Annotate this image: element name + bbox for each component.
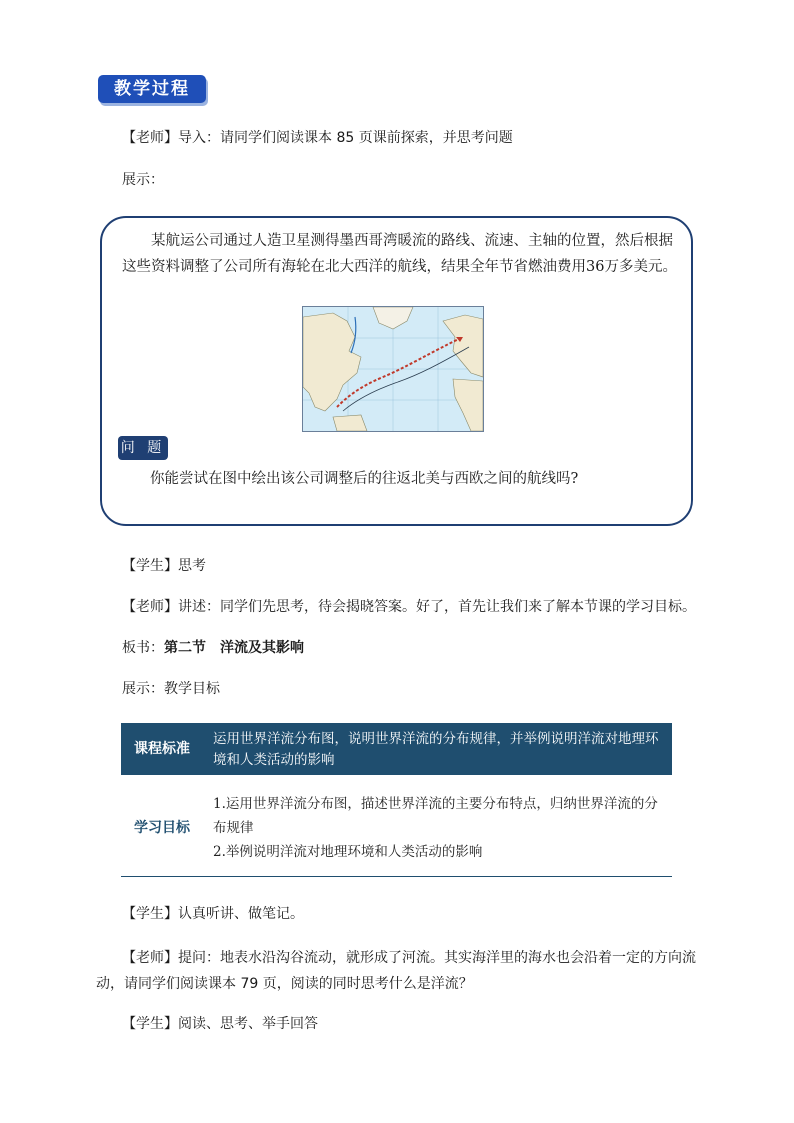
student-paragraph-2 [122, 904, 304, 924]
student-text: 认真听讲、做笔记。 [178, 906, 304, 922]
learning-objectives-content [213, 792, 665, 864]
teacher-paragraph-3 [96, 945, 696, 997]
teacher-text-line2: 动，请同学们阅读课本 79 页，阅读的同时思考什么是洋流？ [96, 976, 473, 992]
intro-text: 导入：请同学们阅读课本 85 页课前探索，并思考问题 [178, 130, 513, 146]
north-atlantic-map [302, 306, 484, 432]
student-paragraph-3 [122, 1014, 318, 1034]
student-text: 思考 [178, 558, 206, 574]
teacher-text: 讲述：同学们先思考，待会揭晓答案。好了，首先让我们来了解本节课的学习目标。 [178, 599, 696, 615]
role-label: 【老师】 [122, 950, 178, 966]
role-label: 【学生】 [122, 906, 178, 922]
show-objectives-label: 展示：教学目标 [122, 681, 220, 697]
section-title: 教学过程 [98, 75, 206, 103]
role-label: 【学生】 [122, 558, 178, 574]
show-label: 展示： [122, 172, 164, 188]
objective-1: 1.运用世界洋流分布图，描述世界洋流的主要分布特点，归纳世界洋流的分布规律 [213, 796, 658, 836]
map-illustration [303, 307, 483, 431]
role-label: 【老师】 [122, 599, 178, 615]
learning-objectives-row [121, 788, 672, 877]
objective-2: 2.举例说明洋流对地理环境和人类活动的影响 [213, 844, 483, 860]
teacher-paragraph-2 [122, 597, 696, 617]
student-paragraph-1 [122, 556, 206, 576]
board-label: 板书： [122, 640, 164, 656]
curriculum-standard-row [121, 723, 672, 775]
question-text: 你能尝试在图中绘出该公司调整后的往返北美与西欧之间的航线吗? [150, 471, 579, 487]
curriculum-standard-header: 课程标准 [134, 741, 190, 757]
teacher-text-line1: 提问：地表水沿沟谷流动，就形成了河流。其实海洋里的海水也会沿着一定的方向流 [178, 950, 696, 966]
board-title: 第二节 洋流及其影响 [164, 640, 304, 656]
curriculum-standard-content: 运用世界洋流分布图，说明世界洋流的分布规律，并举例说明洋流对地理环境和人类活动的影响 [213, 731, 659, 768]
board-writing [122, 638, 304, 658]
learning-objectives-header: 学习目标 [134, 820, 190, 836]
role-label: 【老师】 [122, 130, 178, 146]
intro-paragraph [122, 128, 513, 148]
student-text: 阅读、思考、举手回答 [178, 1016, 318, 1032]
role-label: 【学生】 [122, 1016, 178, 1032]
exploration-passage: 某航运公司通过人造卫星测得墨西哥湾暖流的路线、流速、主轴的位置，然后根据这些资料调整了公司所有海轮在北大西洋的航线，结果全年节省燃油费用36万多美元。 [122, 233, 677, 275]
question-tag: 问 题 [118, 436, 168, 460]
